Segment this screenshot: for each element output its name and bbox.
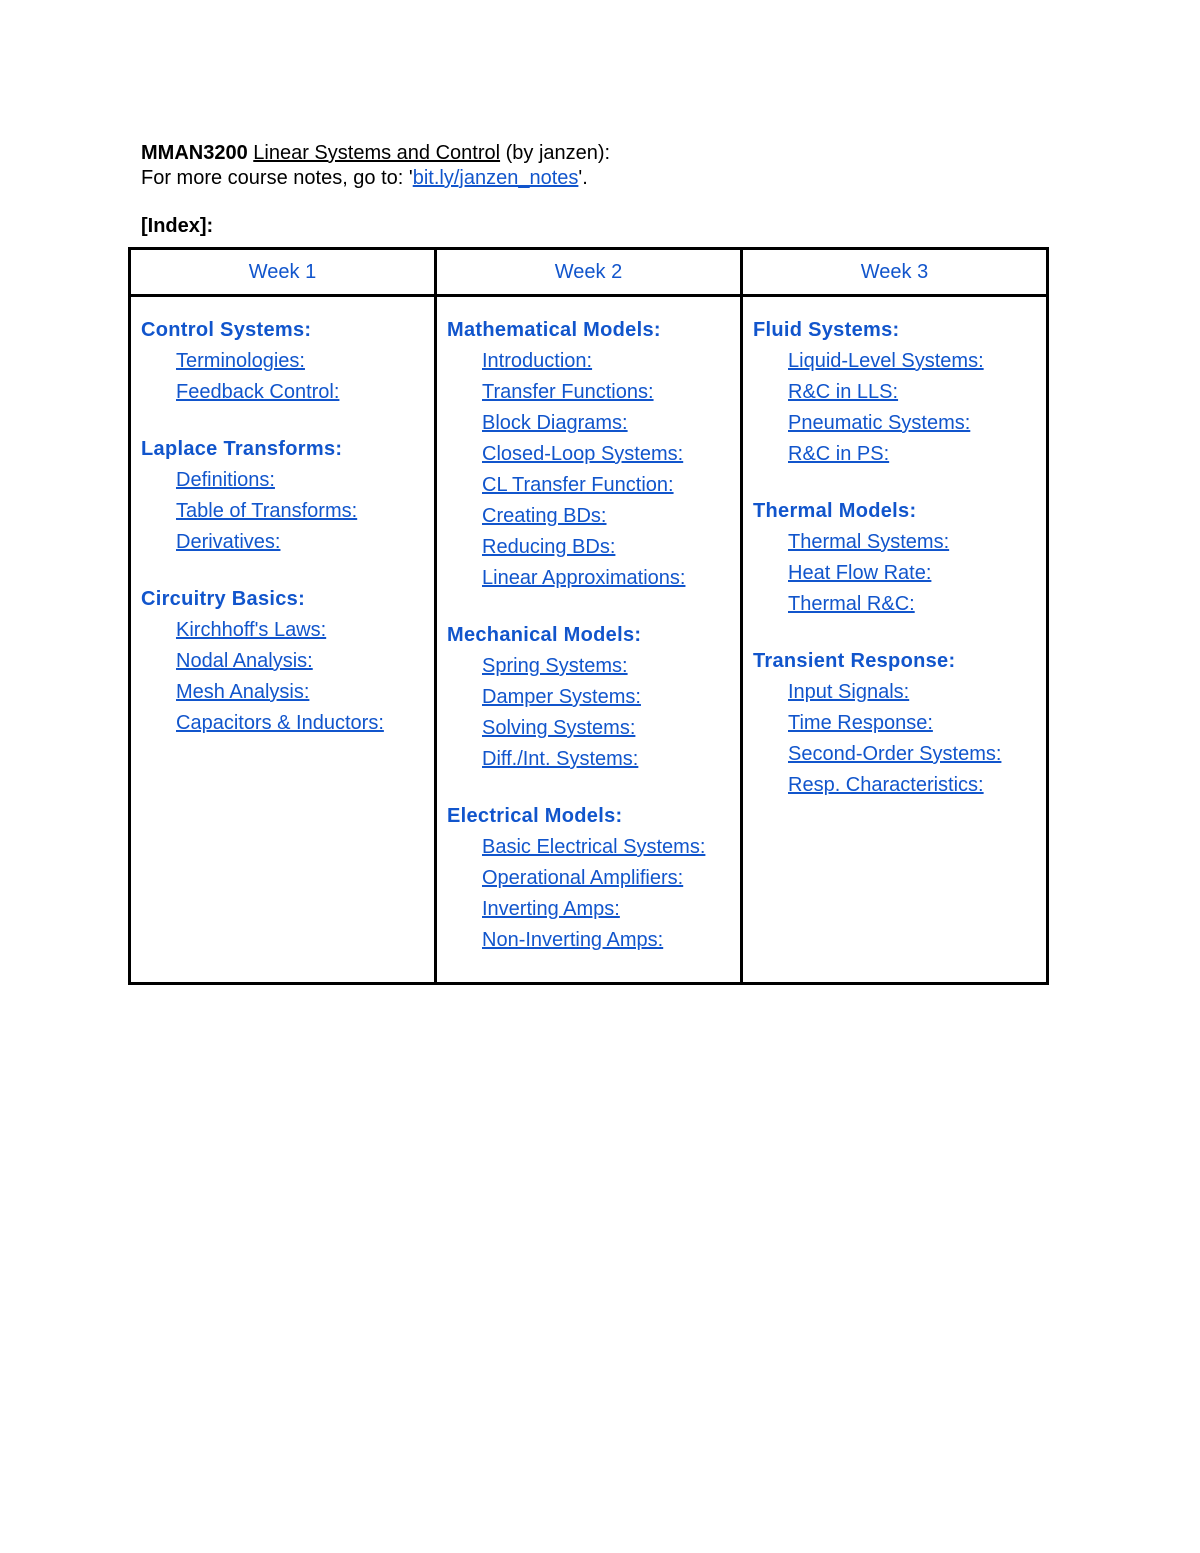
section-title: Electrical Models: <box>447 805 623 827</box>
topic-link-item <box>141 377 424 408</box>
section-title: Fluid Systems: <box>753 319 900 341</box>
index-table <box>128 247 1049 985</box>
section-title: Thermal Models: <box>753 500 917 522</box>
topic-section <box>447 620 730 775</box>
topic-link[interactable]: Feedback Control: <box>176 381 340 403</box>
topic-section <box>141 315 424 408</box>
topic-link-item <box>753 527 1036 558</box>
topic-link-item <box>141 615 424 646</box>
topic-section <box>141 434 424 558</box>
topic-section <box>141 584 424 739</box>
topic-link[interactable]: Thermal Systems: <box>788 531 950 553</box>
topic-section <box>447 315 730 594</box>
topic-link-item <box>141 496 424 527</box>
section-title: Laplace Transforms: <box>141 438 343 460</box>
topic-link[interactable]: Definitions: <box>176 469 275 491</box>
topic-link-item <box>447 408 730 439</box>
topic-link-item <box>753 739 1036 770</box>
topic-link-item <box>447 713 730 744</box>
topic-link-item <box>753 589 1036 620</box>
notes-line <box>141 166 610 191</box>
topic-link-item <box>753 677 1036 708</box>
topic-link-item <box>753 770 1036 801</box>
topic-link-item <box>753 346 1036 377</box>
topic-link[interactable]: Thermal R&C: <box>788 593 915 615</box>
topic-link-item <box>141 708 424 739</box>
topic-link[interactable]: Liquid-Level Systems: <box>788 350 984 372</box>
section-title: Mechanical Models: <box>447 624 642 646</box>
notes-suffix: '. <box>578 167 588 189</box>
topic-link[interactable]: Time Response: <box>788 712 933 734</box>
topic-link[interactable]: Solving Systems: <box>482 717 636 739</box>
topic-link-item <box>753 408 1036 439</box>
week-header: Week 1 <box>130 249 436 296</box>
topic-link[interactable]: CL Transfer Function: <box>482 474 674 496</box>
topic-link[interactable]: Creating BDs: <box>482 505 607 527</box>
week-column <box>130 296 436 984</box>
topic-link-item <box>447 563 730 594</box>
topic-link-item <box>141 527 424 558</box>
topic-link-item <box>447 744 730 775</box>
topic-link[interactable]: Kirchhoff's Laws: <box>176 619 327 641</box>
topic-link[interactable]: Second-Order Systems: <box>788 743 1002 765</box>
topic-link-item <box>447 651 730 682</box>
topic-link-item <box>753 377 1036 408</box>
section-title: Transient Response: <box>753 650 956 672</box>
topic-link[interactable]: Input Signals: <box>788 681 910 703</box>
topic-link-item <box>141 465 424 496</box>
topic-link[interactable]: Mesh Analysis: <box>176 681 310 703</box>
topic-link-item <box>753 439 1036 470</box>
topic-link-item <box>447 346 730 377</box>
topic-link[interactable]: Basic Electrical Systems: <box>482 836 706 858</box>
notes-link[interactable]: bit.ly/janzen_notes <box>412 167 579 189</box>
topic-link[interactable]: Non-Inverting Amps: <box>482 929 664 951</box>
section-title: Circuitry Basics: <box>141 588 306 610</box>
topic-link[interactable]: Table of Transforms: <box>176 500 358 522</box>
course-title-line <box>141 141 610 166</box>
week-column <box>742 296 1048 984</box>
topic-link[interactable]: Transfer Functions: <box>482 381 654 403</box>
topic-section <box>753 315 1036 470</box>
topic-link[interactable]: Reducing BDs: <box>482 536 616 558</box>
topic-link[interactable]: Block Diagrams: <box>482 412 628 434</box>
topic-link-item <box>447 832 730 863</box>
topic-link-item <box>447 470 730 501</box>
topic-link[interactable]: Closed-Loop Systems: <box>482 443 684 465</box>
topic-link[interactable]: Damper Systems: <box>482 686 641 708</box>
document-header <box>141 141 610 191</box>
topic-link-item <box>447 863 730 894</box>
topic-link[interactable]: Nodal Analysis: <box>176 650 313 672</box>
topic-link[interactable]: R&C in LLS: <box>788 381 899 403</box>
topic-link-item <box>447 439 730 470</box>
section-title: Mathematical Models: <box>447 319 661 341</box>
topic-link[interactable]: Operational Amplifiers: <box>482 867 684 889</box>
topic-link[interactable]: Spring Systems: <box>482 655 628 677</box>
topic-link-item <box>447 682 730 713</box>
course-code: MMAN3200 <box>141 142 248 164</box>
week-column <box>436 296 742 984</box>
week-header: Week 2 <box>436 249 742 296</box>
topic-link[interactable]: Capacitors & Inductors: <box>176 712 384 734</box>
author-note: (by janzen): <box>505 142 611 164</box>
course-title: Linear Systems and Control <box>253 142 501 164</box>
topic-link[interactable]: Terminologies: <box>176 350 305 372</box>
topic-link[interactable]: Resp. Characteristics: <box>788 774 984 796</box>
topic-link[interactable]: Linear Approximations: <box>482 567 686 589</box>
topic-link[interactable]: Diff./Int. Systems: <box>482 748 639 770</box>
topic-link-item <box>447 532 730 563</box>
topic-link-item <box>447 894 730 925</box>
topic-section <box>753 646 1036 801</box>
topic-link[interactable]: R&C in PS: <box>788 443 890 465</box>
topic-link-item <box>753 708 1036 739</box>
index-label: [Index]: <box>141 215 214 237</box>
topic-link[interactable]: Derivatives: <box>176 531 281 553</box>
topic-link-item <box>447 501 730 532</box>
topic-link[interactable]: Introduction: <box>482 350 593 372</box>
topic-section <box>447 801 730 956</box>
topic-link-item <box>141 646 424 677</box>
topic-link-item <box>753 558 1036 589</box>
topic-section <box>753 496 1036 620</box>
week-header: Week 3 <box>742 249 1048 296</box>
topic-link-item <box>141 346 424 377</box>
topic-link[interactable]: Heat Flow Rate: <box>788 562 932 584</box>
topic-link[interactable]: Pneumatic Systems: <box>788 412 971 434</box>
topic-link-item <box>447 377 730 408</box>
section-title: Control Systems: <box>141 319 312 341</box>
topic-link[interactable]: Inverting Amps: <box>482 898 620 920</box>
notes-prefix: For more course notes, go to: ' <box>141 167 413 189</box>
topic-link-item <box>141 677 424 708</box>
topic-link-item <box>447 925 730 956</box>
